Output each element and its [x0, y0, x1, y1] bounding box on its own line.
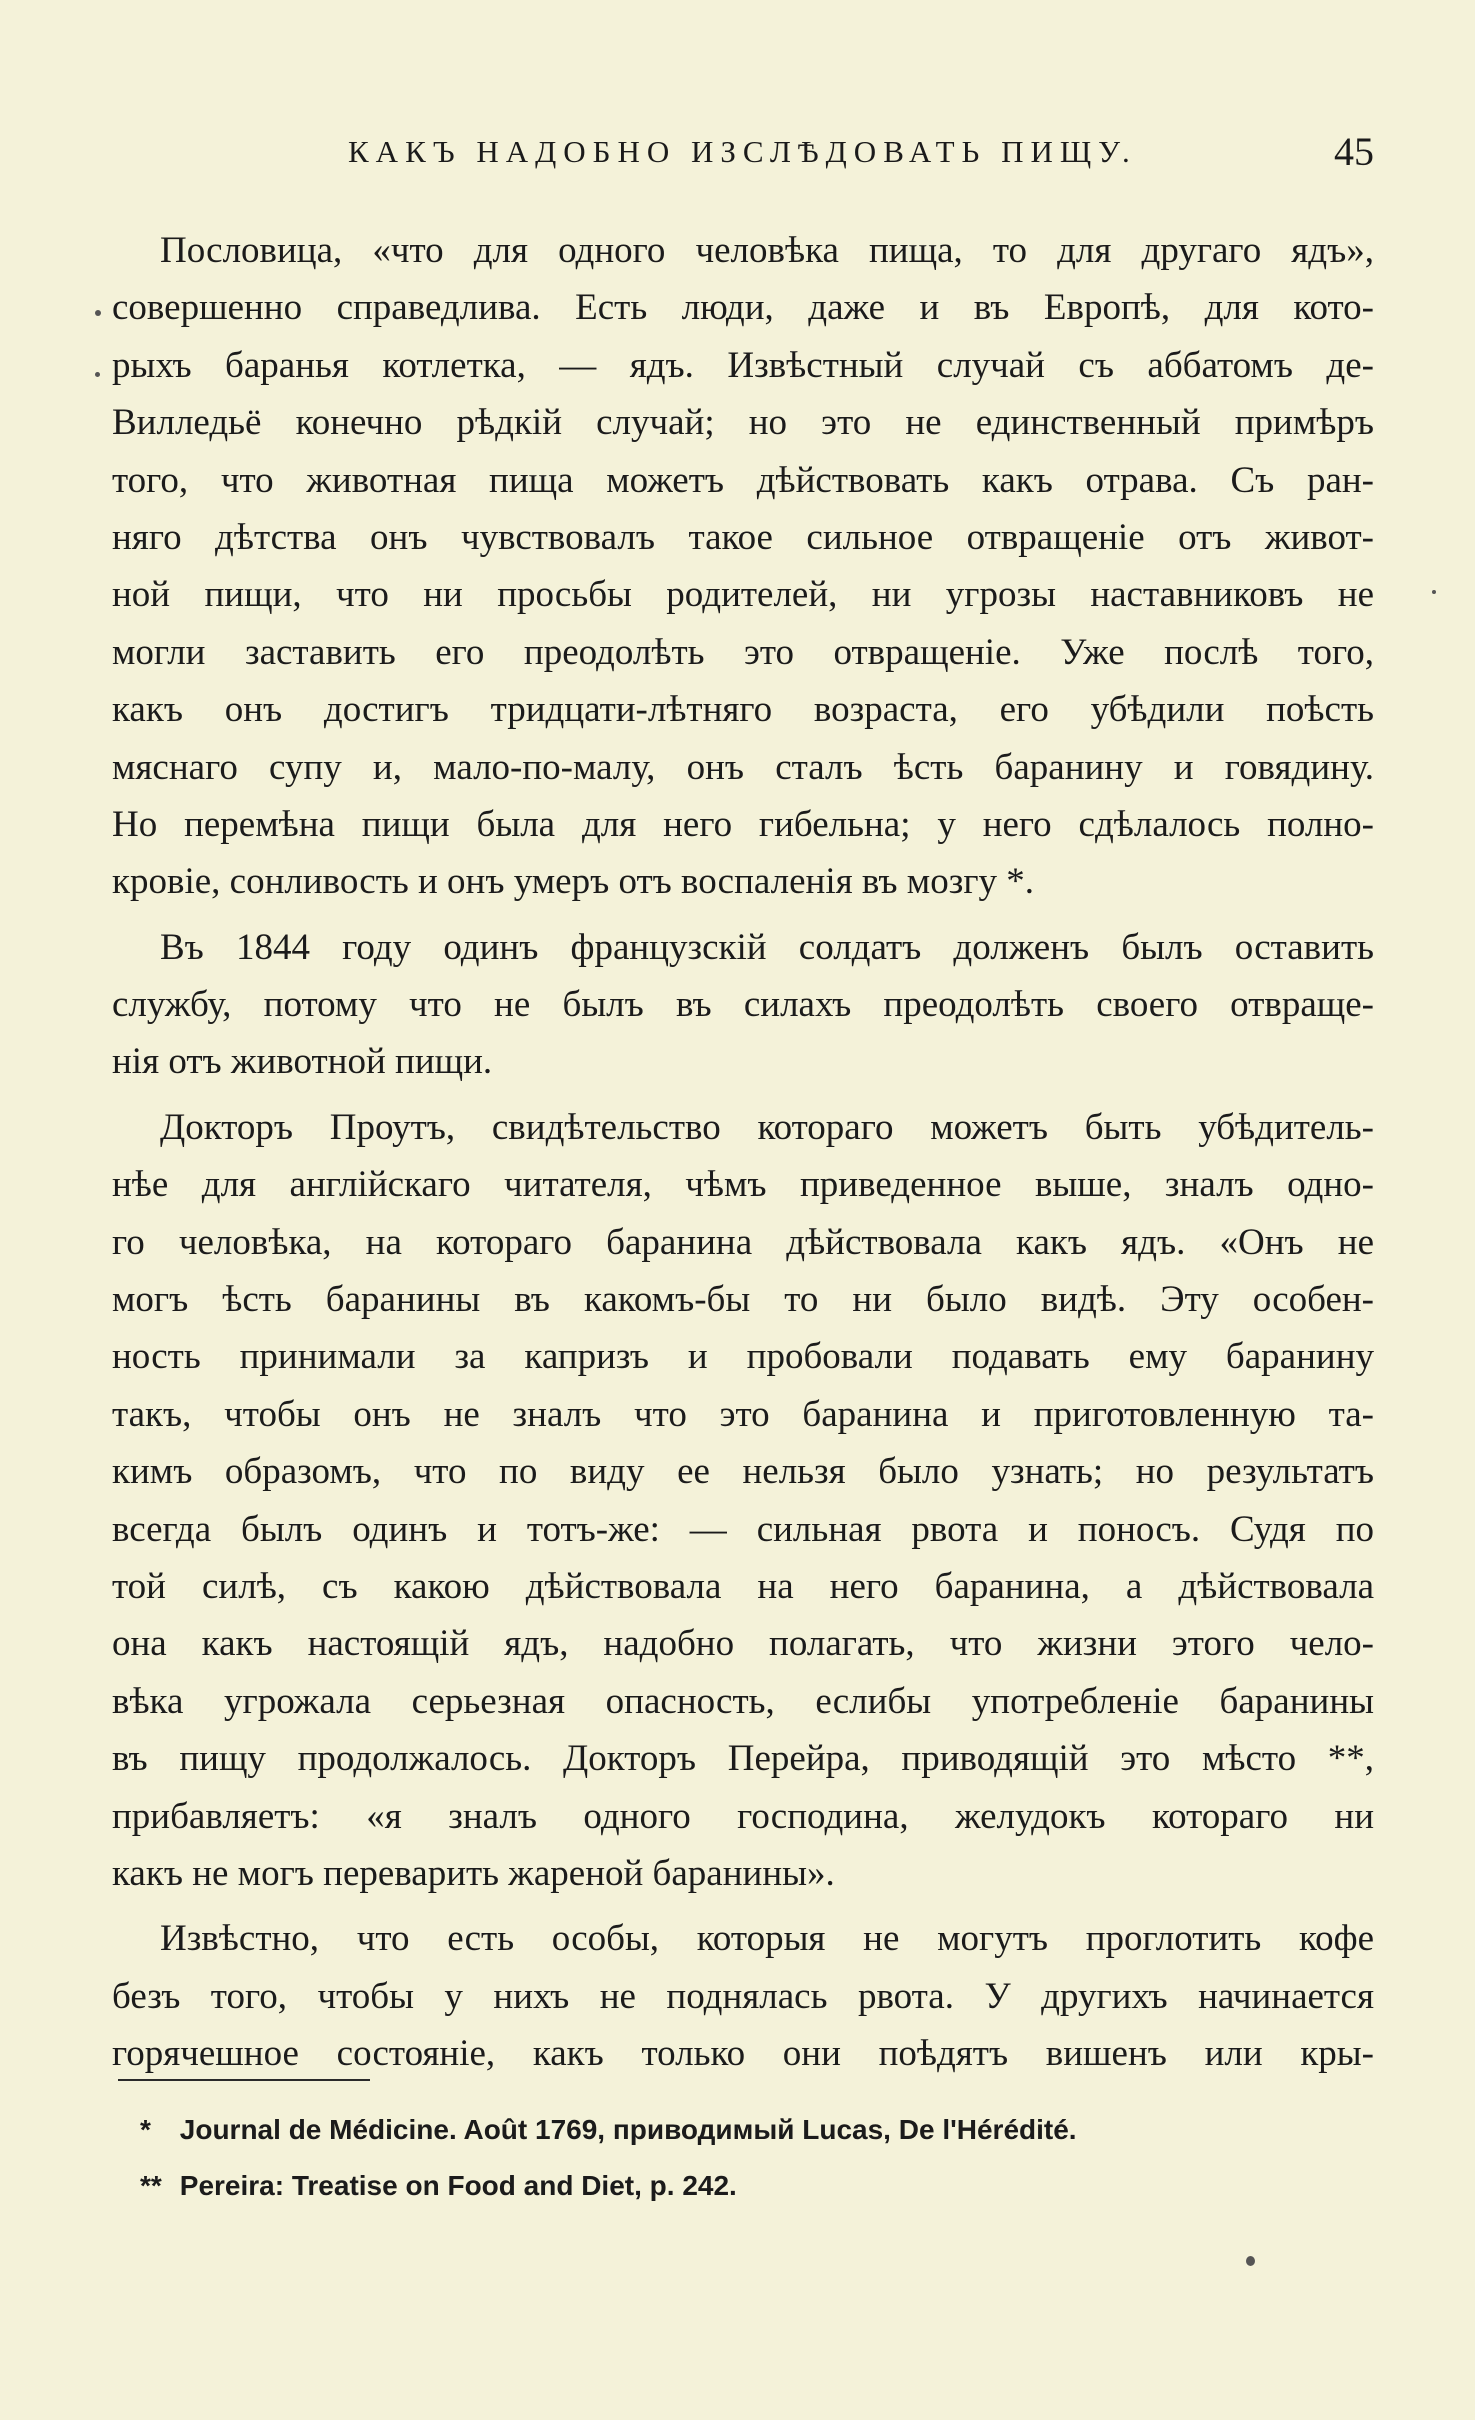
text-line: службу, потому что не былъ въ силахъ преодолѣть своего отвраще-	[112, 984, 1374, 1026]
footnotes	[112, 2102, 1374, 2214]
text-line: кимъ образомъ, что по виду ее нельзя было узнать; но результатъ	[112, 1451, 1374, 1493]
paragraph-4	[112, 1910, 1374, 2082]
text-line: рыхъ баранья котлетка, — ядъ. Извѣстный случай съ аббатомъ де-	[112, 344, 1374, 386]
text-line: какъ не могъ переварить жареной баранины».	[112, 1852, 835, 1894]
text-line: Пословица, «что для одного человѣка пища, то для другаго ядъ»,	[160, 230, 1374, 271]
text-line: того, что животная пища можетъ дѣйствовать какъ отрава. Съ ран-	[112, 459, 1374, 501]
footnote-text: Pereira: Treatise on Food and Diet, p. 242.	[179, 2170, 737, 2201]
text-line: могли заставить его преодолѣть это отвращеніе. Уже послѣ того,	[112, 631, 1374, 673]
text-line: няго дѣтства онъ чувствовалъ такое сильное отвращеніе отъ живот-	[112, 516, 1374, 558]
text-line: Въ 1844 году одинъ французскій солдатъ долженъ былъ оставить	[160, 926, 1374, 968]
text-line: прибавляетъ: «я зналъ одного господина, желудокъ котораго ни	[112, 1795, 1374, 1837]
text-line: Вилледьё конечно рѣдкій случай; но это не единственный примѣръ	[112, 402, 1374, 444]
footnote-divider	[118, 2079, 370, 2081]
text-line: такъ, чтобы онъ не зналъ что это баранина и приготовленную та-	[112, 1393, 1374, 1435]
text-line: нѣе для англійскаго читателя, чѣмъ приведенное выше, зналъ одно-	[112, 1164, 1374, 1206]
footnote-2	[112, 2158, 1374, 2214]
paragraph-2	[112, 919, 1374, 1091]
text-line: совершенно справедлива. Есть люди, даже и въ Европѣ, для кото-	[112, 287, 1374, 329]
text-line: нія отъ животной пищи.	[112, 1041, 493, 1083]
text-line: той силѣ, съ какою дѣйствовала на него баранина, а дѣйствовала	[112, 1565, 1374, 1607]
text-line: мяснаго супу и, мало-по-малу, онъ сталъ ѣсть баранину и говядину.	[112, 746, 1374, 788]
scan-speck	[95, 372, 100, 377]
footnote-text: Journal de Médicine. Août 1769, приводимый Lucas, De l'Hérédité.	[179, 2114, 1077, 2145]
running-title: КАКЪ НАДОБНО ИЗСЛѢДОВАТЬ ПИЩУ.	[348, 134, 1137, 169]
page-number: 45	[1334, 129, 1374, 174]
page-header	[112, 128, 1374, 172]
text-line: въ пищу продолжалось. Докторъ Перейра, приводящій это мѣсто **,	[112, 1738, 1374, 1780]
text-line: Докторъ Проутъ, свидѣтельство котораго можетъ быть убѣдитель-	[160, 1106, 1374, 1148]
scan-speck	[95, 310, 101, 316]
text-line: горячешное состояніе, какъ только они поѣдятъ вишенъ или кры-	[112, 2033, 1374, 2075]
text-line: какъ онъ достигъ тридцати-лѣтняго возраста, его убѣдили поѣсть	[112, 689, 1374, 731]
text-line: кровіе, сонливость и онъ умеръ отъ воспаленія въ мозгу *.	[112, 861, 1035, 903]
text-line: всегда былъ одинъ и тотъ-же: — сильная рвота и поносъ. Судя по	[112, 1508, 1374, 1550]
text-line: могъ ѣсть баранины въ какомъ-бы то ни было видѣ. Эту особен-	[112, 1279, 1374, 1321]
text-line: ность принимали за капризъ и пробовали подавать ему баранину	[112, 1336, 1374, 1378]
text-line: она какъ настоящій ядъ, надобно полагать, что жизни этого чело-	[112, 1623, 1374, 1665]
paragraph-3	[112, 1099, 1374, 1902]
text-line: Извѣстно, что есть особы, которыя не могутъ проглотить кофе	[160, 1918, 1374, 1960]
body-text	[112, 222, 1374, 2091]
text-line: безъ того, чтобы у нихъ не поднялась рвота. У другихъ начинается	[112, 1975, 1374, 2017]
footnote-1	[112, 2102, 1374, 2158]
footnote-mark: *	[140, 2114, 151, 2145]
scan-speck	[1246, 2256, 1255, 2266]
text-line: го человѣка, на котораго баранина дѣйствовала какъ ядъ. «Онъ не	[112, 1221, 1374, 1263]
footnote-mark: **	[140, 2170, 162, 2201]
scan-speck	[1432, 590, 1436, 594]
paragraph-1	[112, 222, 1374, 911]
text-line: ной пищи, что ни просьбы родителей, ни угрозы наставниковъ не	[112, 574, 1374, 616]
text-line: вѣка угрожала серьезная опасность, еслибы употребленіе баранины	[112, 1680, 1374, 1722]
text-line: Но перемѣна пищи была для него гибельна; у него сдѣлалось полно-	[112, 803, 1374, 845]
